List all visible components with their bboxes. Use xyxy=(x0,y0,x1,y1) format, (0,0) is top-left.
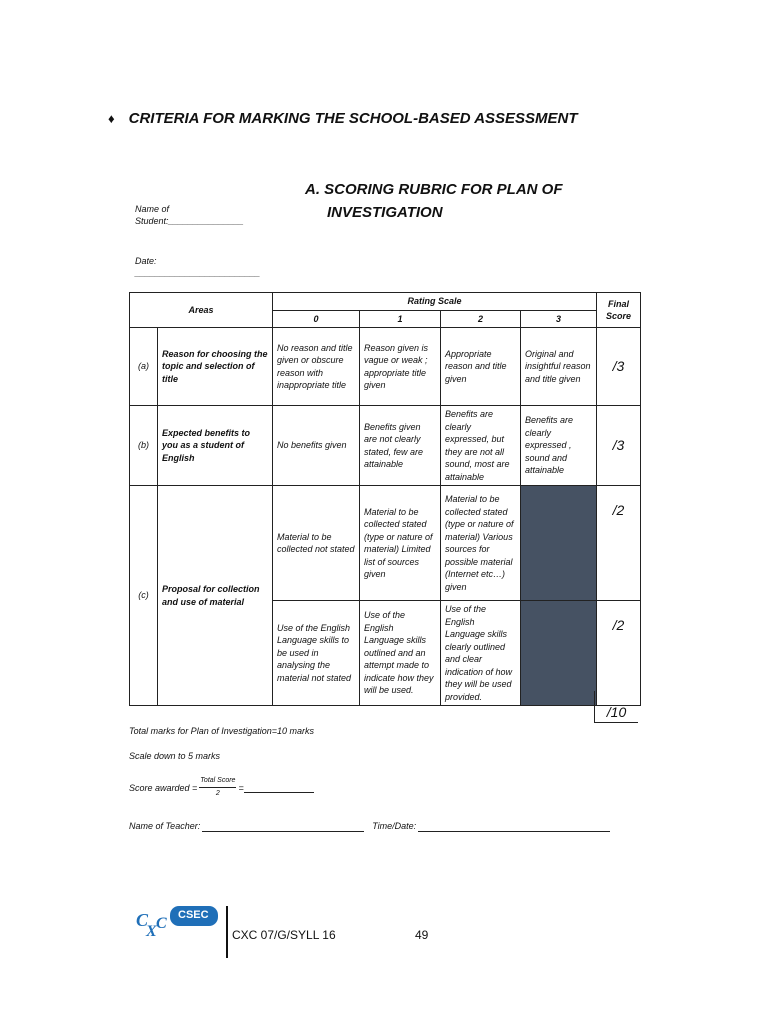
student-name-field xyxy=(135,203,244,227)
rating-cell: No benefits given xyxy=(273,406,360,486)
csec-logo-text: CSEC xyxy=(178,909,209,921)
rubric-title-line2: INVESTIGATION xyxy=(327,204,443,221)
rating-cell: Appropriate reason and title given xyxy=(441,328,521,406)
score-blank xyxy=(244,783,314,793)
area-cell: Reason for choosing the topic and selection of title xyxy=(158,328,273,406)
time-date-label: Time/Date: xyxy=(372,821,417,831)
final-score-cell: /2 xyxy=(597,486,641,601)
score-fraction xyxy=(199,775,236,800)
svg-text:C: C xyxy=(136,910,149,930)
rating-cell: Benefits are clearly expressed , sound and attainable xyxy=(521,406,597,486)
date-field xyxy=(135,255,260,279)
date-line: _________________________ xyxy=(135,268,261,278)
teacher-line xyxy=(129,820,610,832)
rubric-title-line1: A. SCORING RUBRIC FOR PLAN OF xyxy=(305,181,563,198)
total-marks-note: Total marks for Plan of Investigation=10 marks xyxy=(129,726,315,736)
areas-header: Areas xyxy=(130,293,273,328)
rating-cell: No reason and title given or obscure reason with inappropriate title xyxy=(273,328,360,406)
rating-cell: Material to be collected not stated xyxy=(273,486,360,601)
page-number: 49 xyxy=(415,928,429,942)
criteria-text: CRITERIA FOR MARKING THE SCHOOL-BASED ASSESSMENT xyxy=(128,110,578,127)
student-name-line: Student:_______________ xyxy=(135,216,244,226)
time-date-blank xyxy=(418,822,610,832)
rubric-table xyxy=(129,292,641,706)
student-name-label: Name of xyxy=(135,204,170,214)
cxc-logo-icon xyxy=(134,902,222,942)
row-label: (c) xyxy=(130,486,158,706)
svg-text:C: C xyxy=(156,915,167,932)
total-score-box: /10 xyxy=(594,691,638,723)
scale-2: 2 xyxy=(441,310,521,328)
syllabus-code: CXC 07/G/SYLL 16 xyxy=(232,928,336,942)
rubric-title xyxy=(305,178,563,224)
rating-cell: Original and insightful reason and title given xyxy=(521,328,597,406)
row-label: (a) xyxy=(130,328,158,406)
rating-cell: Use of the English Language skills to be used in analysing the material not stated xyxy=(273,601,360,706)
diamond-bullet-icon: ♦ xyxy=(108,111,115,126)
scale-1: 1 xyxy=(360,310,441,328)
rating-scale-header: Rating Scale xyxy=(273,293,597,311)
teacher-blank xyxy=(202,822,364,832)
score-awarded-line xyxy=(129,775,314,800)
scale-0: 0 xyxy=(273,310,360,328)
criteria-heading xyxy=(108,110,578,127)
area-cell: Expected benefits to you as a student of English xyxy=(158,406,273,486)
rating-cell: Reason given is vague or weak ; appropriate title given xyxy=(360,328,441,406)
rating-cell: Use of the English Language skills outlined and an attempt made to indicate how they will be used. xyxy=(360,601,441,706)
area-cell: Proposal for collection and use of material xyxy=(158,486,273,706)
shaded-cell xyxy=(521,486,597,601)
rating-cell: Use of the English Language skills clearly outlined and clear indication of how they will be used provided. xyxy=(441,601,521,706)
rating-cell: Material to be collected stated (type or nature of material) Limited list of sources given xyxy=(360,486,441,601)
cxc-csec-logo xyxy=(134,902,222,942)
rating-cell: Benefits are clearly expressed, but they are not all sound, most are attainable xyxy=(441,406,521,486)
final-header-line1: Final xyxy=(607,298,629,309)
svg-text:X: X xyxy=(146,923,157,940)
table-row xyxy=(130,328,641,406)
final-score-cell: /2 xyxy=(597,601,641,706)
row-label: (b) xyxy=(130,406,158,486)
final-score-cell: /3 xyxy=(597,406,641,486)
scale-down-note: Scale down to 5 marks xyxy=(129,751,221,761)
scale-3: 3 xyxy=(521,310,597,328)
equals-sign: = xyxy=(238,782,244,793)
table-row xyxy=(130,406,641,486)
fraction-numerator: Total Score xyxy=(199,775,236,788)
rating-cell: Material to be collected stated (type or nature of material) Various sources for possible material (Internet etc…) given xyxy=(441,486,521,601)
fraction-denominator: 2 xyxy=(215,790,220,797)
final-score-header xyxy=(597,293,641,328)
footer-divider xyxy=(226,906,228,958)
rating-cell: Benefits given are not clearly stated, few are attainable xyxy=(360,406,441,486)
score-awarded-label: Score awarded = xyxy=(129,782,198,793)
shaded-cell xyxy=(521,601,597,706)
final-header-line2: Score xyxy=(605,311,631,321)
final-score-cell: /3 xyxy=(597,328,641,406)
date-label: Date: xyxy=(135,256,157,266)
table-row xyxy=(130,486,641,601)
teacher-label: Name of Teacher: xyxy=(129,821,201,831)
